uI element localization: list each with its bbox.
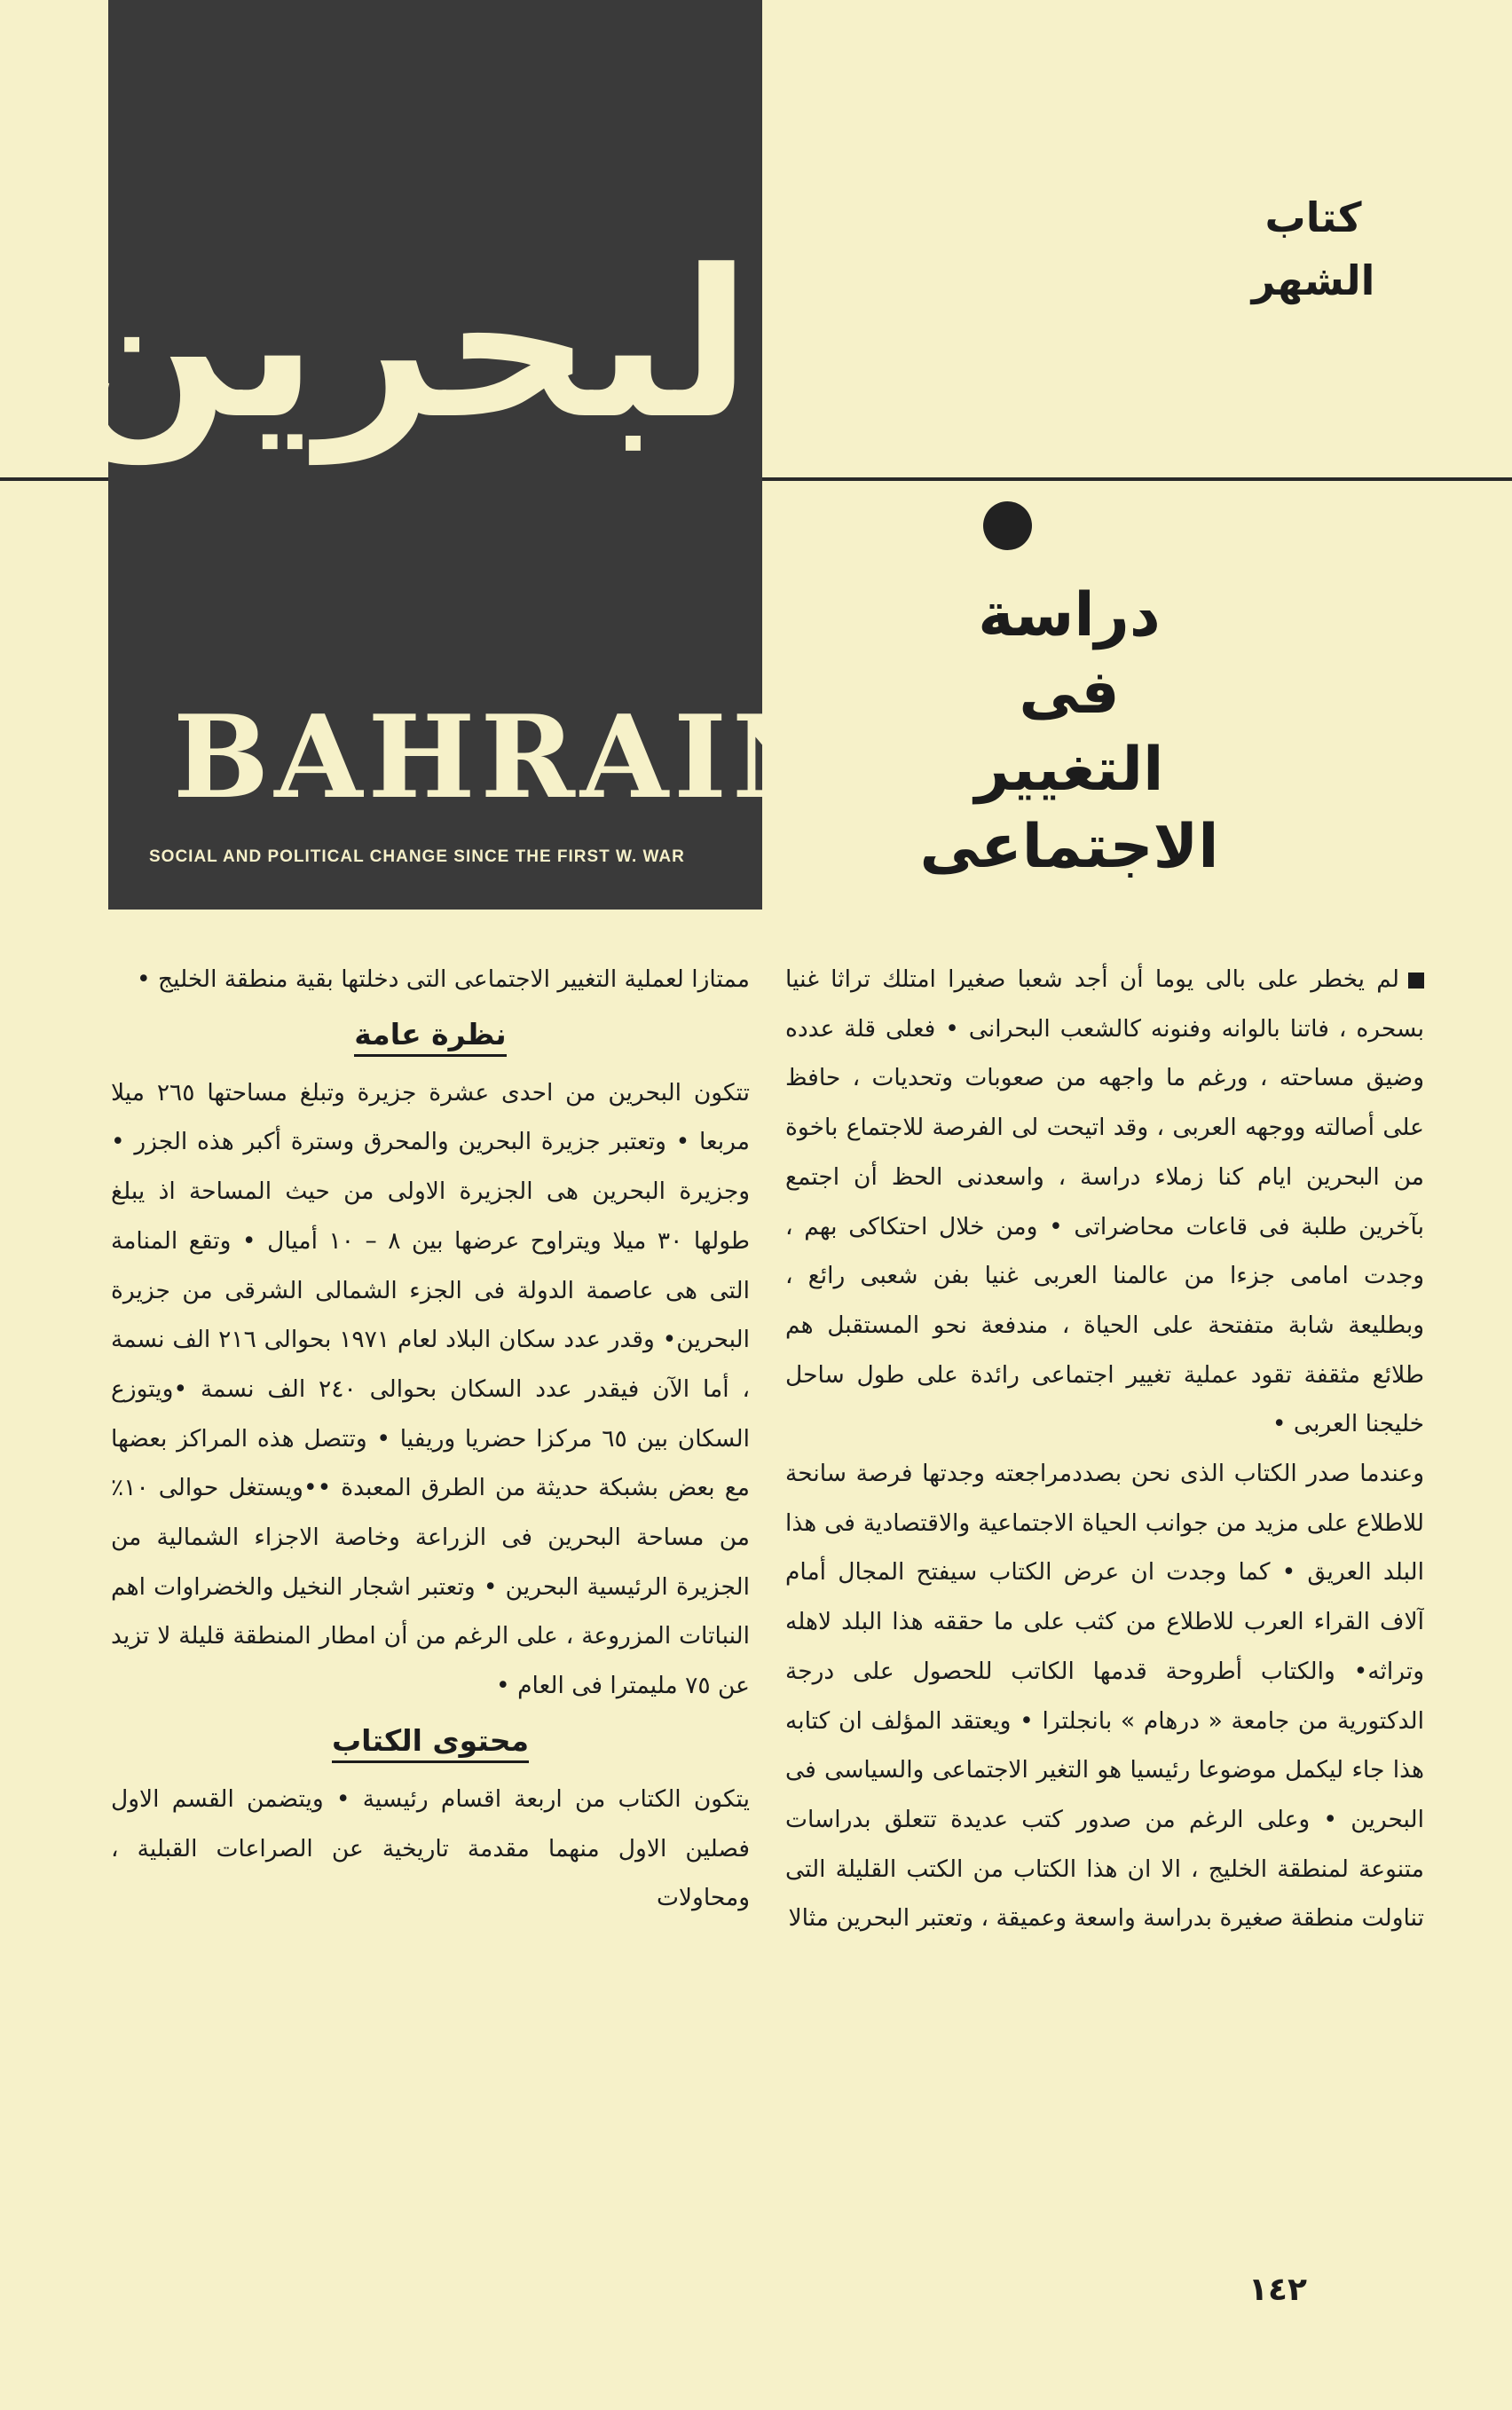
kicker-line-1: كتاب xyxy=(1264,193,1362,241)
kicker-line-2: الشهر xyxy=(1251,256,1375,305)
subtitle-line-3: التغيير xyxy=(974,735,1164,806)
paragraph: يتكون الكتاب من اربعة اقسام رئيسية • ويتضمن القسم الاول فصلين الاول منهما مقدمة تاريخية عن الصراعات القبلية ، ومحاولات xyxy=(111,1784,750,1912)
subtitle-line-4: الاجتماعى xyxy=(919,812,1219,883)
subtitle-line-1: دراسة xyxy=(978,580,1161,650)
latin-subtitle: SOCIAL AND POLITICAL CHANGE SINCE THE FIRST W. WAR xyxy=(149,847,685,866)
page-number: ١٤٢ xyxy=(1248,2272,1307,2308)
subtitle-line-2: فى xyxy=(1019,658,1120,729)
article-column-right xyxy=(785,955,1424,2233)
paragraph: تتكون البحرين من احدى عشرة جزيرة وتبلغ مساحتها ٢٦٥ ميلا مربعا • وتعتبر جزيرة البحرين والمحرق وسترة أكبر هذه الجزر • وجزيرة البحرين هى الجزيرة الاولى من حيث المساحة اذ يبلغ طولها ٣٠ ميلا ويتراوح عرضها بين ٨ – ١٠ أميال • وتقع المنامة التى هى عاصمة الدولة فى الجزء الشمالى الشرقى من جزيرة البحرين• وقدر عدد سكان البلاد لعام ١٩٧١ بحوالى ٢١٦ الف نسمة ، أما الآن فيقدر عدد السكان بحوالى ٢٤٠ الف نسمة •ويتوزع السكان بين ٦٥ مركزا حضريا وريفيا • وتتصل هذه المراكز بعضها مع بعض بشبكة حديثة من الطرق المعبدة ••ويستغل حوالى ١٠٪ من مساحة البحرين فى الزراعة وخاصة الاجزاء الشمالية من الجزيرة الرئيسية البحرين • وتعتبر اشجار النخيل والخضراوات اهم النباتات المزروعة ، على الرغم من أن امطار المنطقة قليلة لا تزيد عن ٧٥ مليمترا فى العام • xyxy=(111,1078,750,1700)
arabic-title: البحرين xyxy=(57,227,822,464)
paragraph-text: لم يخطر على بالى يوما أن أجد شعبا صغيرا امتلك تراثا غنيا بسحره ، فاتنا بالوانه وفنونه كالشعب البحرانى • فعلى قلة عدده وضيق مساحته ، ورغم ما واجهه من صعوبات وتحديات ، حافظ على أصالته ووجهه العربى ، وقد اتيحت لى الفرصة للاجتماع باخوة من البحرين ايام كنا زملاء دراسة ، واسعدنى الحظ أن اجتمع بآخرين طلبة فى قاعات محاضراتى • ومن خلال احتكاكى بهم ، وجدت امامى جزءا من عالمنا العربى غنيا بفن شعبى رائع ، وبطليعة شابة متفتحة على الحياة ، مندفعة نحو المستقبل هم طلائع مثقفة تقود عملية تغيير اجتماعى رائدة على طول ساحل خليجنا العربى • xyxy=(785,965,1424,1438)
section-heading-content xyxy=(111,1718,750,1764)
latin-title: BAHRAIN xyxy=(173,691,841,824)
top-rule-right xyxy=(762,477,1512,481)
title-dot xyxy=(983,501,1032,550)
paragraph xyxy=(785,955,1424,1449)
book-of-the-month-label xyxy=(1207,186,1420,313)
top-rule-left xyxy=(0,477,108,481)
arabic-subtitle xyxy=(870,577,1269,886)
section-heading-text: محتوى الكتاب xyxy=(332,1723,529,1763)
section-heading-overview xyxy=(111,1012,750,1058)
article-column-left xyxy=(111,955,750,2348)
bullet-marker xyxy=(1408,973,1424,988)
paragraph: وعندما صدر الكتاب الذى نحن بصددمراجعته وجدتها فرصة سانحة للاطلاع على مزيد من جوانب الحياة الاجتماعية والاقتصادية فى هذا البلد العريق • كما وجدت ان عرض الكتاب سيفتح المجال أمام آلاف القراء العرب للاطلاع من كثب على ما حققه هذا البلد لاهله وتراثه• والكتاب أطروحة قدمها الكاتب للحصول على درجة الدكتورية من جامعة « درهام » بانجلترا • ويعتقد المؤلف ان كتابه هذا جاء ليكمل موضوعا رئيسيا هو التغير الاجتماعى والسياسى فى البحرين • وعلى الرغم من صدور كتب عديدة تتعلق بدراسات متنوعة لمنطقة الخليج ، الا ان هذا الكتاب من الكتب القليلة التى تناولت منطقة صغيرة بدراسة واسعة وعميقة ، وتعتبر البحرين مثالا xyxy=(785,1460,1424,1933)
paragraph: ممتازا لعملية التغيير الاجتماعى التى دخلتها بقية منطقة الخليج • xyxy=(136,965,750,993)
section-heading-text: نظرة عامة xyxy=(354,1017,506,1057)
